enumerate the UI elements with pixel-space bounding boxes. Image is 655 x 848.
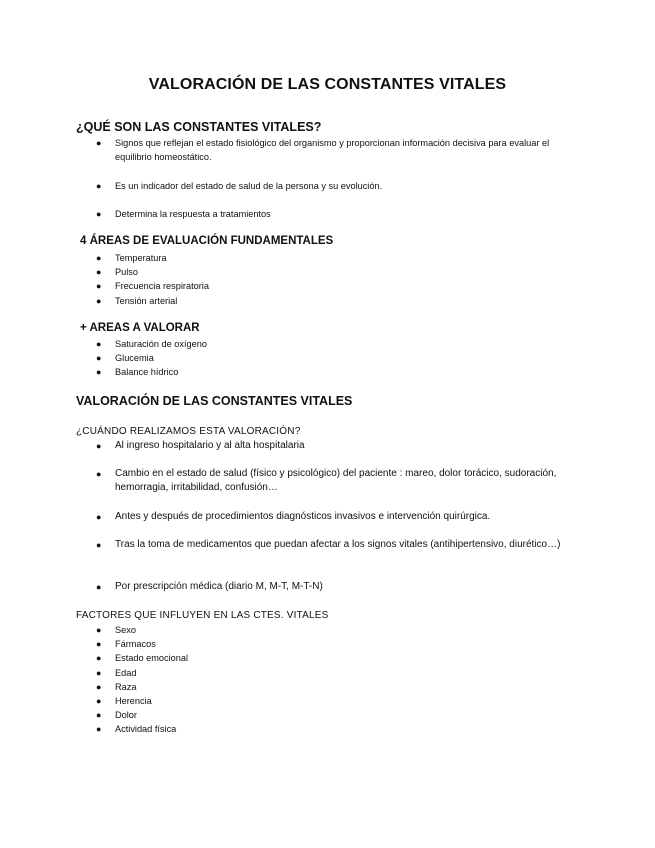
page-title: VALORACIÓN DE LAS CONSTANTES VITALES bbox=[148, 76, 507, 93]
section-heading-factores: FACTORES QUE INFLUYEN EN LAS CTES. VITALES bbox=[76, 610, 329, 621]
list-item bbox=[96, 666, 596, 680]
list-item bbox=[96, 722, 596, 736]
list-item bbox=[96, 694, 596, 708]
list-item bbox=[96, 251, 596, 265]
bullet-icon: ● bbox=[96, 582, 102, 592]
list-item-text: Pulso bbox=[115, 267, 138, 278]
bullet-icon: ● bbox=[96, 181, 102, 191]
list-item-text: Tensión arterial bbox=[115, 295, 178, 306]
list-item-text: Raza bbox=[115, 681, 137, 692]
bullet-icon: ● bbox=[96, 267, 102, 278]
bullet-icon: ● bbox=[96, 441, 102, 451]
bullet-icon: ● bbox=[96, 681, 102, 692]
bullet-icon: ● bbox=[96, 625, 102, 635]
list-item-text: Balance hídrico bbox=[115, 367, 179, 378]
bullet-icon: ● bbox=[96, 281, 102, 292]
list-item bbox=[96, 580, 596, 594]
list-item bbox=[96, 179, 596, 193]
list-factores bbox=[96, 623, 596, 737]
bullet-icon: ● bbox=[96, 253, 102, 263]
bullet-icon: ● bbox=[96, 469, 102, 479]
list-item-text: Dolor bbox=[115, 710, 137, 721]
list-item bbox=[96, 439, 596, 453]
bullet-icon: ● bbox=[96, 295, 102, 306]
list-item bbox=[96, 510, 596, 524]
bullet-icon: ● bbox=[96, 512, 102, 522]
list-item bbox=[96, 637, 596, 651]
list-item bbox=[96, 623, 596, 637]
bullet-icon: ● bbox=[96, 724, 102, 735]
section-heading-areas-fundamentales: 4 ÁREAS DE EVALUACIÓN FUNDAMENTALES bbox=[80, 235, 334, 247]
list-item bbox=[96, 351, 596, 365]
list-item-text: Es un indicador del estado de salud de la persona y su evolución. bbox=[115, 181, 383, 191]
list-item-text: Glucemia bbox=[115, 353, 154, 364]
bullet-icon: ● bbox=[96, 353, 102, 364]
list-item bbox=[96, 279, 596, 293]
bullet-icon: ● bbox=[96, 138, 102, 148]
list-item-text: Saturación de oxígeno bbox=[115, 339, 207, 349]
list-item bbox=[96, 265, 596, 279]
list-item bbox=[96, 337, 596, 351]
bullet-icon: ● bbox=[96, 710, 102, 721]
list-item-text: Antes y después de procedimientos diagnósticos invasivos e intervención quirúrgica. bbox=[115, 511, 491, 522]
list-item bbox=[96, 294, 596, 308]
list-item-text: Determina la respuesta a tratamientos bbox=[115, 209, 271, 219]
list-item bbox=[96, 651, 596, 665]
bullet-icon: ● bbox=[96, 540, 102, 550]
bullet-icon: ● bbox=[96, 339, 102, 349]
list-item-text: Frecuencia respiratoria bbox=[115, 281, 209, 292]
list-item bbox=[96, 207, 596, 221]
list-item-text: Tras la toma de medicamentos que puedan afectar a los signos vitales (antihipertensivo, diurético…) bbox=[115, 539, 561, 550]
list-item bbox=[96, 708, 596, 722]
bullet-icon: ● bbox=[96, 653, 102, 664]
list-areas-fundamentales bbox=[96, 251, 596, 308]
list-item bbox=[96, 538, 596, 552]
list-item bbox=[96, 136, 596, 164]
list-item bbox=[96, 467, 596, 495]
list-item-text: Signos que reflejan el estado fisiológico del organismo y proporcionan información decisiva para evaluar el equilibrio homeostático. bbox=[115, 138, 550, 162]
list-item-text: Al ingreso hospitalario y al alta hospitalaria bbox=[115, 440, 305, 451]
bullet-icon: ● bbox=[96, 367, 102, 378]
list-item-text: Edad bbox=[115, 667, 137, 678]
list-item bbox=[96, 680, 596, 694]
list-areas-valorar bbox=[96, 337, 596, 380]
bullet-icon: ● bbox=[96, 639, 102, 650]
list-item-text: Actividad física bbox=[115, 724, 177, 735]
bullet-icon: ● bbox=[96, 209, 102, 219]
list-item-text: Temperatura bbox=[115, 253, 167, 263]
section-heading-areas-valorar: + AREAS A VALORAR bbox=[80, 322, 200, 334]
list-item-text: Herencia bbox=[115, 695, 152, 706]
list-item-text: Sexo bbox=[115, 625, 136, 635]
list-item-text: Estado emocional bbox=[115, 653, 189, 664]
section-heading-valoracion: VALORACIÓN DE LAS CONSTANTES VITALES bbox=[76, 394, 353, 408]
list-item-text: Cambio en el estado de salud (físico y psicológico) del paciente : mareo, dolor torácico, sudoración, hemorragia, irritabilidad, confusión… bbox=[115, 468, 557, 493]
list-item-text: Por prescripción médica (diario M, M-T, M-T-N) bbox=[115, 581, 323, 592]
bullet-icon: ● bbox=[96, 667, 102, 678]
list-item-text: Fármacos bbox=[115, 639, 156, 650]
subheading-cuando: ¿CUÁNDO REALIZAMOS ESTA VALORACIÓN? bbox=[76, 426, 301, 437]
section-heading-que-son: ¿QUÉ SON LAS CONSTANTES VITALES? bbox=[76, 120, 322, 134]
bullet-icon: ● bbox=[96, 695, 102, 706]
list-item bbox=[96, 365, 596, 379]
